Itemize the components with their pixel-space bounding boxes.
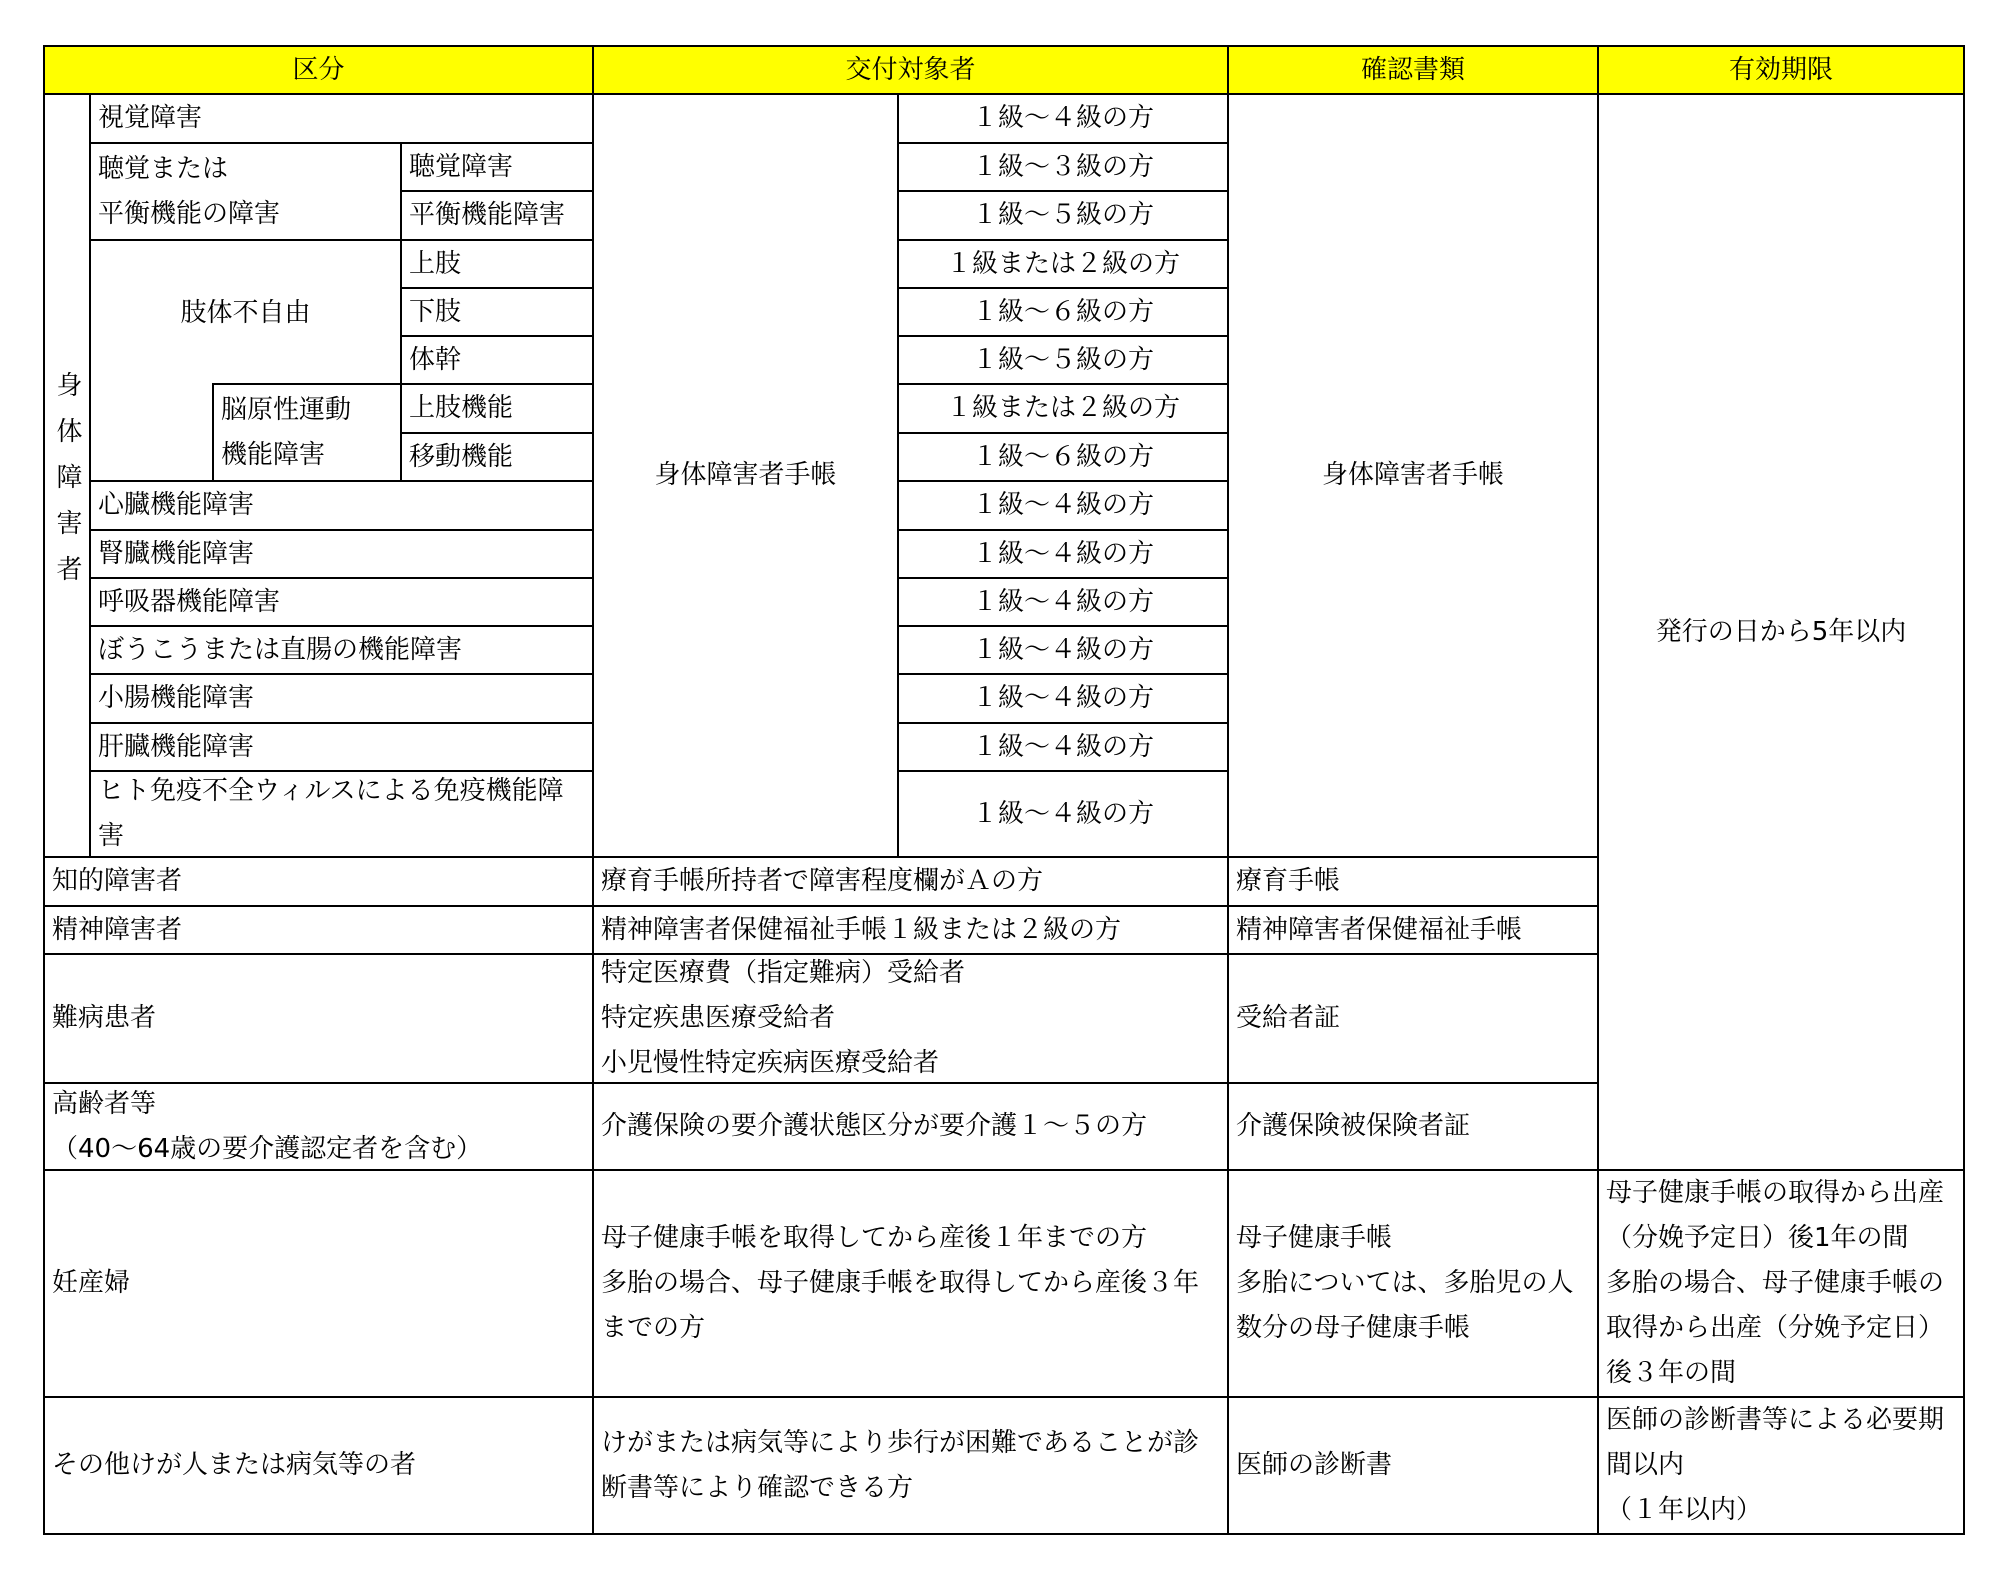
- grade-liver: １級～４級の方: [897, 722, 1229, 772]
- category-renal: 腎臓機能障害: [89, 529, 594, 579]
- document-mental: 精神障害者保健福祉手帳: [1227, 905, 1599, 955]
- eligible-pregnant-line: までの方: [601, 1313, 706, 1343]
- eligible-intractable-disease-line: 小児慢性特定疾病医療受給者: [601, 1048, 940, 1078]
- grade-small-intestine: １級～４級の方: [897, 673, 1229, 724]
- category-intellectual: 知的障害者: [43, 856, 594, 907]
- grade-visual: １級～４級の方: [897, 93, 1229, 144]
- physical-document-cell: 身体障害者手帳: [1227, 93, 1599, 858]
- document-other: 医師の診断書: [1227, 1396, 1599, 1535]
- grade-lower-limb: １級～６級の方: [897, 287, 1229, 337]
- validity-common-cell: 発行の日から5年以内: [1597, 93, 1965, 1171]
- validity-other: [1597, 1396, 1965, 1535]
- physical-disability-group-cell: [43, 93, 91, 858]
- eligible-pregnant: [592, 1169, 1229, 1398]
- grade-immune: １級～４級の方: [897, 770, 1229, 858]
- grade-renal: １級～４級の方: [897, 529, 1229, 579]
- subcategory-lower-limb: 下肢: [400, 287, 594, 337]
- eligible-pregnant-line: 母子健康手帳を取得してから産後１年までの方: [601, 1223, 1148, 1253]
- document-pregnant-line: 母子健康手帳: [1236, 1223, 1393, 1253]
- category-elderly: [43, 1082, 594, 1171]
- category-mental: 精神障害者: [43, 905, 594, 955]
- validity-pregnant-line: 母子健康手帳の取得から出産: [1606, 1178, 1945, 1208]
- subcategory-trunk: 体幹: [400, 335, 594, 385]
- category-hearing-balance-line: 聴覚または: [98, 153, 229, 184]
- category-elderly-line: （40～64歳の要介護認定者を含む）: [52, 1133, 483, 1164]
- eligible-intractable-disease-line: 特定医療費（指定難病）受給者: [601, 958, 966, 988]
- category-visual: 視覚障害: [89, 93, 594, 144]
- validity-pregnant: [1597, 1169, 1965, 1398]
- category-cerebral-motor-line: 機能障害: [221, 439, 326, 470]
- subcategory-balance: 平衡機能障害: [400, 190, 594, 241]
- category-cardiac: 心臓機能障害: [89, 480, 594, 531]
- category-bladder-rectum: ぼうこうまたは直腸の機能障害: [89, 625, 594, 675]
- grade-cardiac: １級～４級の方: [897, 480, 1229, 531]
- category-respiratory: 呼吸器機能障害: [89, 577, 594, 627]
- validity-other-line: （１年以内）: [1606, 1495, 1763, 1525]
- physical-eligible-cell: 身体障害者手帳: [592, 93, 899, 858]
- category-small-intestine: 小腸機能障害: [89, 673, 594, 724]
- category-hearing-balance-line: 平衡機能の障害: [98, 198, 281, 229]
- physical-disability-group-label: 身体障害者: [52, 370, 82, 601]
- category-immune-line: 害: [98, 821, 125, 851]
- category-elderly-line: 高齢者等: [52, 1088, 157, 1119]
- eligible-pregnant-line: 多胎の場合、母子健康手帳を取得してから産後３年: [601, 1268, 1200, 1298]
- header-document: 確認書類: [1227, 45, 1599, 95]
- eligible-other-line: 断書等により確認できる方: [601, 1472, 914, 1503]
- grade-upper-limb-function: １級または２級の方: [897, 383, 1229, 434]
- category-hearing-balance: [89, 142, 402, 241]
- category-other: その他けが人または病気等の者: [43, 1396, 594, 1535]
- category-pregnant: 妊産婦: [43, 1169, 594, 1398]
- grade-balance: １級～５級の方: [897, 190, 1229, 241]
- document-pregnant-line: 多胎については、多胎児の人: [1236, 1268, 1574, 1298]
- eligible-mental: 精神障害者保健福祉手帳１級または２級の方: [592, 905, 1229, 955]
- validity-pregnant-line: 後３年の間: [1606, 1358, 1737, 1388]
- subcategory-upper-limb-function: 上肢機能: [400, 383, 594, 434]
- grade-respiratory: １級～４級の方: [897, 577, 1229, 627]
- document-intellectual: 療育手帳: [1227, 856, 1599, 907]
- eligible-elderly: 介護保険の要介護状態区分が要介護１～５の方: [592, 1082, 1229, 1171]
- category-limb-label: 肢体不自由: [180, 297, 311, 328]
- validity-pregnant-line: （分娩予定日）後1年の間: [1606, 1223, 1909, 1253]
- document-pregnant-line: 数分の母子健康手帳: [1236, 1313, 1471, 1343]
- category-cerebral-motor: [212, 383, 402, 482]
- validity-pregnant-line: 取得から出産（分娩予定日）: [1606, 1313, 1945, 1343]
- eligible-intellectual: 療育手帳所持者で障害程度欄がＡの方: [592, 856, 1229, 907]
- subcategory-upper-limb: 上肢: [400, 239, 594, 289]
- document-pregnant: [1227, 1169, 1599, 1398]
- header-eligible: 交付対象者: [592, 45, 1229, 95]
- eligible-other-line: けがまたは病気等により歩行が困難であることが診: [601, 1427, 1200, 1458]
- eligible-intractable-disease: [592, 953, 1229, 1084]
- grade-bladder-rectum: １級～４級の方: [897, 625, 1229, 675]
- grade-trunk: １級～５級の方: [897, 335, 1229, 385]
- category-cerebral-motor-line: 脳原性運動: [221, 394, 352, 425]
- validity-other-line: 医師の診断書等による必要期: [1606, 1405, 1945, 1435]
- category-liver: 肝臓機能障害: [89, 722, 594, 772]
- validity-pregnant-line: 多胎の場合、母子健康手帳の: [1606, 1268, 1945, 1298]
- subcategory-hearing: 聴覚障害: [400, 142, 594, 192]
- validity-other-line: 間以内: [1606, 1450, 1685, 1480]
- grade-hearing: １級～３級の方: [897, 142, 1229, 192]
- header-validity: 有効期限: [1597, 45, 1965, 95]
- document-intractable-disease: 受給者証: [1227, 953, 1599, 1084]
- subcategory-mobility: 移動機能: [400, 432, 594, 482]
- eligible-intractable-disease-line: 特定疾患医療受給者: [601, 1003, 836, 1033]
- category-intractable-disease: 難病患者: [43, 953, 594, 1084]
- grade-mobility: １級～６級の方: [897, 432, 1229, 482]
- eligible-other: [592, 1396, 1229, 1535]
- grade-upper-limb: １級または２級の方: [897, 239, 1229, 289]
- document-elderly: 介護保険被保険者証: [1227, 1082, 1599, 1171]
- category-immune: [89, 770, 594, 858]
- category-immune-line: ヒト免疫不全ウィルスによる免疫機能障: [98, 776, 564, 806]
- header-category: 区分: [43, 45, 594, 95]
